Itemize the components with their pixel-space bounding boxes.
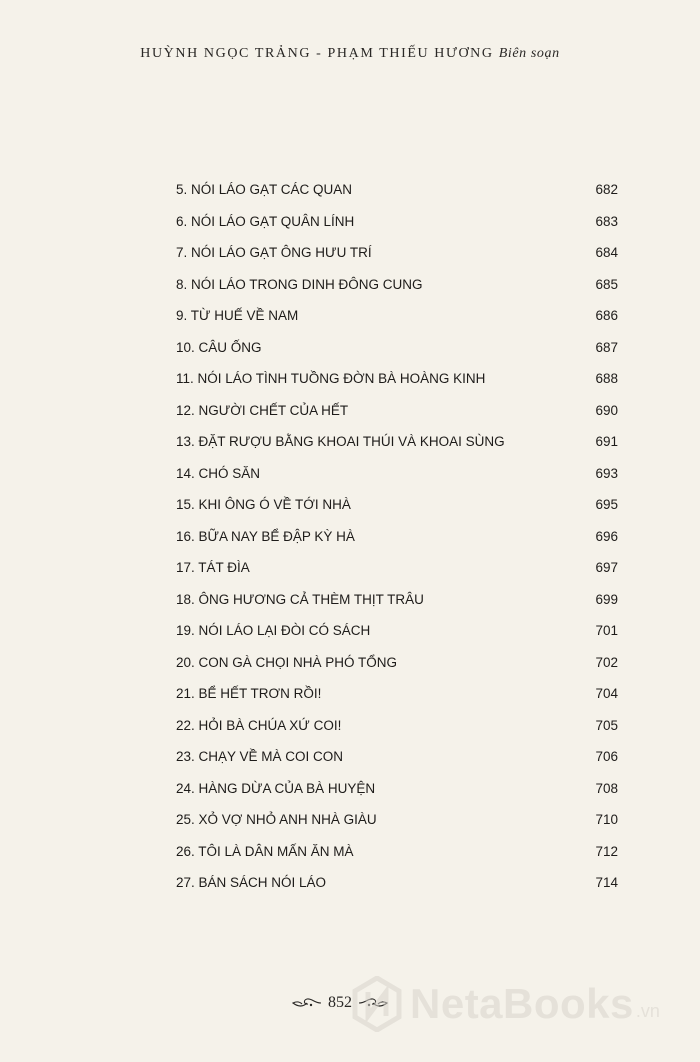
toc-title: 15. KHI ÔNG Ó VỀ TỚI NHÀ [176, 497, 351, 513]
toc-page-number: 686 [595, 308, 618, 324]
toc-title: 22. HỎI BÀ CHÚA XỨ COI! [176, 717, 342, 733]
toc-title: 8. NÓI LÁO TRONG DINH ĐÔNG CUNG [176, 276, 423, 292]
toc-title: 11. NÓI LÁO TÌNH TUỒNG ĐỜN BÀ HOÀNG KINH [176, 371, 486, 387]
table-of-contents [176, 174, 618, 899]
toc-row [176, 836, 618, 868]
toc-page-number: 705 [595, 717, 618, 733]
toc-row [176, 710, 618, 742]
toc-page-number: 706 [595, 749, 618, 765]
toc-page-number: 696 [595, 528, 618, 544]
toc-page-number: 701 [595, 623, 618, 639]
toc-page-number: 712 [595, 843, 618, 859]
header-role: Biên soạn [498, 46, 560, 61]
toc-row [176, 300, 618, 332]
header-authors: HUỲNH NGỌC TRẢNG - PHẠM THIẾU HƯƠNG [140, 46, 494, 61]
toc-title: 5. NÓI LÁO GẠT CÁC QUAN [176, 182, 353, 198]
toc-title: 7. NÓI LÁO GẠT ÔNG HƯU TRÍ [176, 245, 372, 261]
toc-row [176, 804, 618, 836]
toc-row [176, 615, 618, 647]
watermark-tld: .vn [635, 1001, 660, 1021]
toc-title: 9. TỪ HUẾ VỀ NAM [176, 308, 299, 324]
toc-title: 18. ÔNG HƯƠNG CẢ THÈM THỊT TRÂU [176, 591, 424, 607]
toc-page-number: 697 [595, 560, 618, 576]
toc-row [176, 458, 618, 490]
toc-row [176, 363, 618, 395]
page-number: 852 [328, 994, 352, 1011]
toc-row [176, 395, 618, 427]
toc-row [176, 584, 618, 616]
toc-row [176, 237, 618, 269]
toc-page-number: 683 [595, 213, 618, 229]
toc-row [176, 332, 618, 364]
running-header [0, 46, 700, 62]
toc-title: 6. NÓI LÁO GẠT QUÂN LÍNH [176, 213, 355, 229]
toc-page-number: 702 [595, 654, 618, 670]
toc-title: 10. CÂU ỐNG [176, 339, 262, 355]
toc-row [176, 521, 618, 553]
toc-page-number: 688 [595, 371, 618, 387]
toc-row [176, 773, 618, 805]
toc-title: 17. TÁT ĐÌA [176, 560, 250, 576]
toc-title: 19. NÓI LÁO LẠI ĐÒI CÓ SÁCH [176, 623, 371, 639]
toc-title: 13. ĐẶT RƯỢU BẰNG KHOAI THÚI VÀ KHOAI SÙNG [176, 434, 505, 450]
toc-title: 26. TÔI LÀ DÂN MẤN ĂN MÀ [176, 843, 354, 859]
toc-page-number: 682 [595, 182, 618, 198]
netabooks-watermark [352, 974, 660, 1034]
toc-row [176, 269, 618, 301]
toc-title: 27. BÁN SÁCH NÓI LÁO [176, 875, 327, 891]
toc-row [176, 867, 618, 899]
toc-page-number: 708 [595, 780, 618, 796]
toc-page-number: 704 [595, 686, 618, 702]
toc-page-number: 687 [595, 339, 618, 355]
toc-row [176, 647, 618, 679]
netabooks-logo-icon [352, 976, 402, 1032]
toc-row [176, 552, 618, 584]
toc-title: 20. CON GÀ CHỌI NHÀ PHÓ TỔNG [176, 654, 398, 670]
toc-page-number: 695 [595, 497, 618, 513]
toc-title: 25. XỎ VỢ NHỎ ANH NHÀ GIÀU [176, 812, 377, 828]
toc-title: 21. BỂ HẾT TRƠN RỒI! [176, 686, 322, 702]
toc-page-number: 699 [595, 591, 618, 607]
toc-row [176, 741, 618, 773]
toc-row [176, 174, 618, 206]
watermark-brand: NetaBooks [410, 980, 634, 1027]
toc-page-number: 693 [595, 465, 618, 481]
toc-page-number: 684 [595, 245, 618, 261]
toc-row [176, 426, 618, 458]
toc-title: 24. HÀNG DỪA CỦA BÀ HUYỆN [176, 780, 376, 796]
toc-row [176, 489, 618, 521]
left-ornament-icon [292, 996, 322, 1010]
toc-row [176, 678, 618, 710]
toc-title: 16. BỮA NAY BỂ ĐẬP KỲ HÀ [176, 528, 355, 544]
toc-page-number: 685 [595, 276, 618, 292]
toc-page-number: 690 [595, 402, 618, 418]
toc-title: 12. NGƯỜI CHẾT CỦA HẾT [176, 402, 349, 418]
toc-title: 14. CHÓ SĂN [176, 465, 261, 481]
toc-title: 23. CHẠY VỀ MÀ COI CON [176, 749, 344, 765]
toc-page-number: 710 [595, 812, 618, 828]
toc-page-number: 714 [595, 875, 618, 891]
toc-page-number: 691 [595, 434, 618, 450]
toc-row [176, 206, 618, 238]
